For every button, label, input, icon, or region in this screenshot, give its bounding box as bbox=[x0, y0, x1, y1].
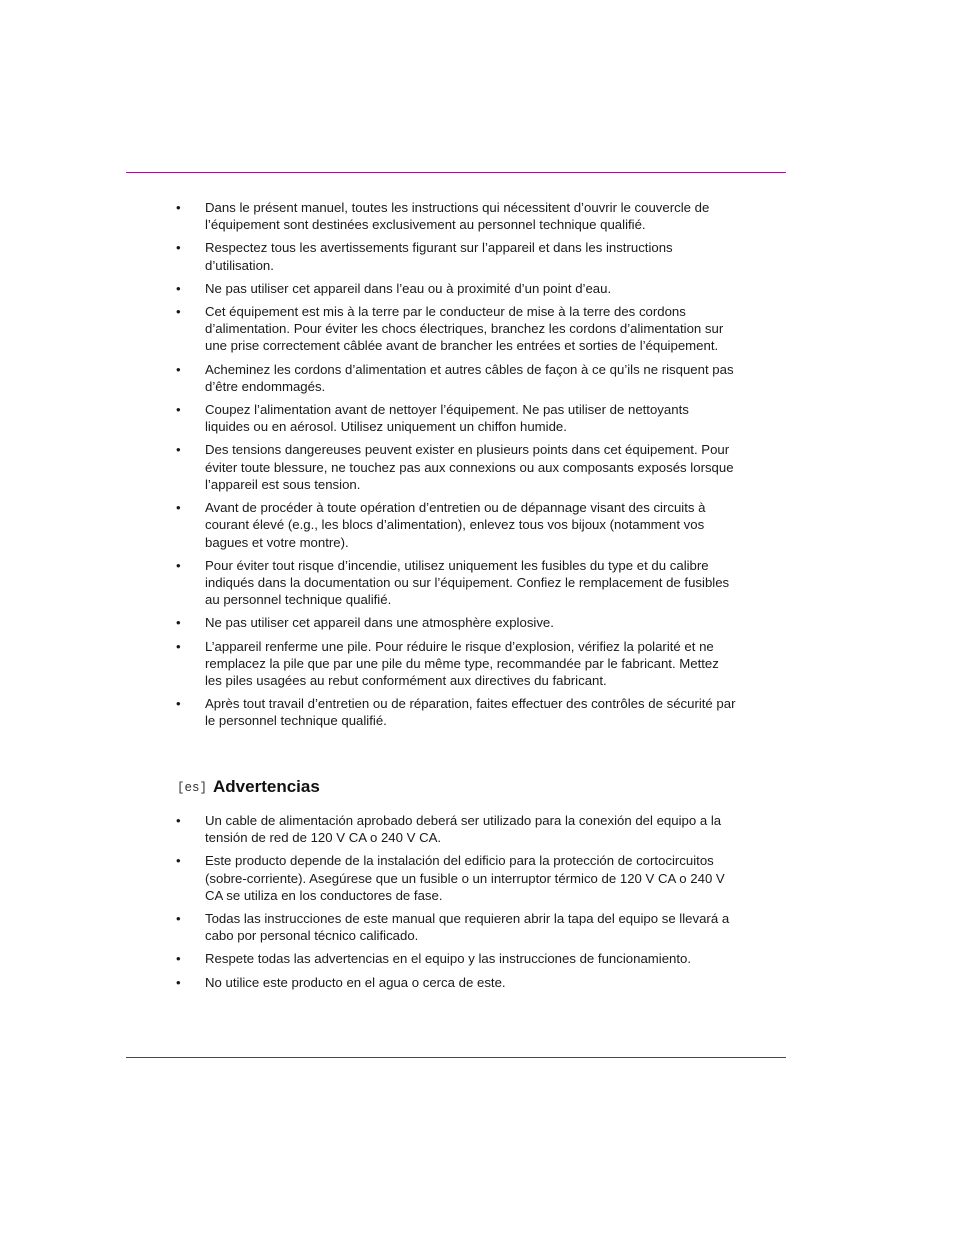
list-item-text: Cet équipement est mis à la terre par le conducteur de mise à la terre des cordons d’alimentation. Pour éviter les chocs électriques, branchez les cordons d’alimentation sur une prise correctement câblée avant de brancher les entrées et sorties de l’équipement. bbox=[205, 303, 724, 354]
bullet: • bbox=[176, 361, 181, 377]
list-item bbox=[176, 974, 736, 991]
bullet: • bbox=[176, 401, 181, 417]
bullet: • bbox=[176, 303, 181, 319]
list-item bbox=[176, 280, 736, 297]
list-item bbox=[176, 812, 736, 847]
bullet: • bbox=[176, 500, 181, 516]
section-heading bbox=[177, 777, 320, 797]
bottom-rule bbox=[126, 1057, 786, 1058]
bullet: • bbox=[176, 615, 181, 631]
bullet: • bbox=[176, 951, 181, 967]
list-item-text: Un cable de alimentación aprobado deberá ser utilizado para la conexión del equipo a la tensión de red de 120 V CA o 240 V CA. bbox=[205, 813, 722, 846]
spanish-warnings-list bbox=[176, 812, 736, 997]
list-item-text: No utilice este producto en el agua o cerca de este. bbox=[205, 974, 506, 990]
list-item-text: L’appareil renferme une pile. Pour réduire le risque d’explosion, vérifiez la polarité et ne remplacez la pile que par une pile du même type, recommandée par le fabricant. Mettez les piles usagées au rebut conformément aux directives du fabricant. bbox=[205, 638, 719, 689]
list-item-text: Ne pas utiliser cet appareil dans une atmosphère explosive. bbox=[205, 615, 554, 631]
list-item-text: Coupez l’alimentation avant de nettoyer l’équipement. Ne pas utiliser de nettoyants liquides ou en aérosol. Utilisez uniquement un chiffon humide. bbox=[205, 401, 689, 435]
list-item bbox=[176, 852, 736, 904]
list-item-text: Pour éviter tout risque d’incendie, utilisez uniquement les fusibles du type et du calibre indiqués dans la documentation ou sur l’équipement. Confiez le remplacement de fusibles au personnel technique qualifié. bbox=[205, 557, 730, 608]
bullet: • bbox=[176, 911, 181, 927]
list-item bbox=[176, 950, 736, 967]
list-item-text: Des tensions dangereuses peuvent exister en plusieurs points dans cet équipement. Pour éviter toute blessure, ne touchez pas aux connexions ou aux composants exposés lorsque l’appareil est sous tension. bbox=[205, 442, 734, 492]
list-item bbox=[176, 199, 736, 234]
list-item bbox=[176, 499, 736, 551]
list-item bbox=[176, 303, 736, 355]
list-item bbox=[176, 401, 736, 436]
list-item-text: Avant de procéder à toute opération d’entretien ou de dépannage visant des circuits à courant élevé (e.g., les blocs d’alimentation), enlevez tous vos bijoux (notamment vos bagues et votre montre). bbox=[205, 500, 706, 550]
bullet: • bbox=[176, 974, 181, 990]
list-item-text: Acheminez les cordons d’alimentation et autres câbles de façon à ce qu’ils ne risquent pas d’être endommagés. bbox=[205, 361, 734, 394]
list-item-text: Ne pas utiliser cet appareil dans l’eau ou à proximité d’un point d’eau. bbox=[205, 280, 612, 296]
language-tag: [es] bbox=[177, 781, 208, 795]
bullet: • bbox=[176, 200, 181, 215]
list-item-text: Respete todas las advertencias en el equipo y las instrucciones de funcionamiento. bbox=[205, 951, 692, 967]
bullet: • bbox=[176, 813, 181, 828]
top-rule bbox=[126, 172, 786, 173]
list-item bbox=[176, 557, 736, 609]
list-item bbox=[176, 638, 736, 690]
bullet: • bbox=[176, 696, 181, 712]
bullet: • bbox=[176, 638, 181, 654]
list-item-text: Après tout travail d’entretien ou de réparation, faites effectuer des contrôles de sécurité par le personnel technique qualifié. bbox=[205, 696, 736, 729]
list-item-text: Este producto depende de la instalación del edificio para la protección de cortocircuitos (sobre-corriente). Asegúrese que un fusible o un interruptor térmico de 120 V CA o 240 V CA se utiliza en los conductores de fase. bbox=[205, 853, 725, 903]
list-item bbox=[176, 361, 736, 396]
bullet: • bbox=[176, 557, 181, 573]
list-item-text: Respectez tous les avertissements figurant sur l’appareil et dans les instructions d’utilisation. bbox=[205, 240, 673, 273]
list-item bbox=[176, 910, 736, 945]
bullet: • bbox=[176, 853, 181, 869]
list-item-text: Dans le présent manuel, toutes les instructions qui nécessitent d’ouvrir le couvercle de l’équipement sont destinées exclusivement au personnel technique qualifié. bbox=[205, 200, 710, 233]
french-warnings-list bbox=[176, 199, 736, 736]
bullet: • bbox=[176, 280, 181, 296]
section-title: Advertencias bbox=[213, 777, 320, 796]
bullet: • bbox=[176, 442, 181, 458]
bullet: • bbox=[176, 240, 181, 256]
list-item bbox=[176, 239, 736, 274]
list-item bbox=[176, 695, 736, 730]
list-item bbox=[176, 441, 736, 493]
list-item bbox=[176, 614, 736, 631]
list-item-text: Todas las instrucciones de este manual que requieren abrir la tapa del equipo se llevará a cabo por personal técnico calificado. bbox=[205, 911, 730, 944]
